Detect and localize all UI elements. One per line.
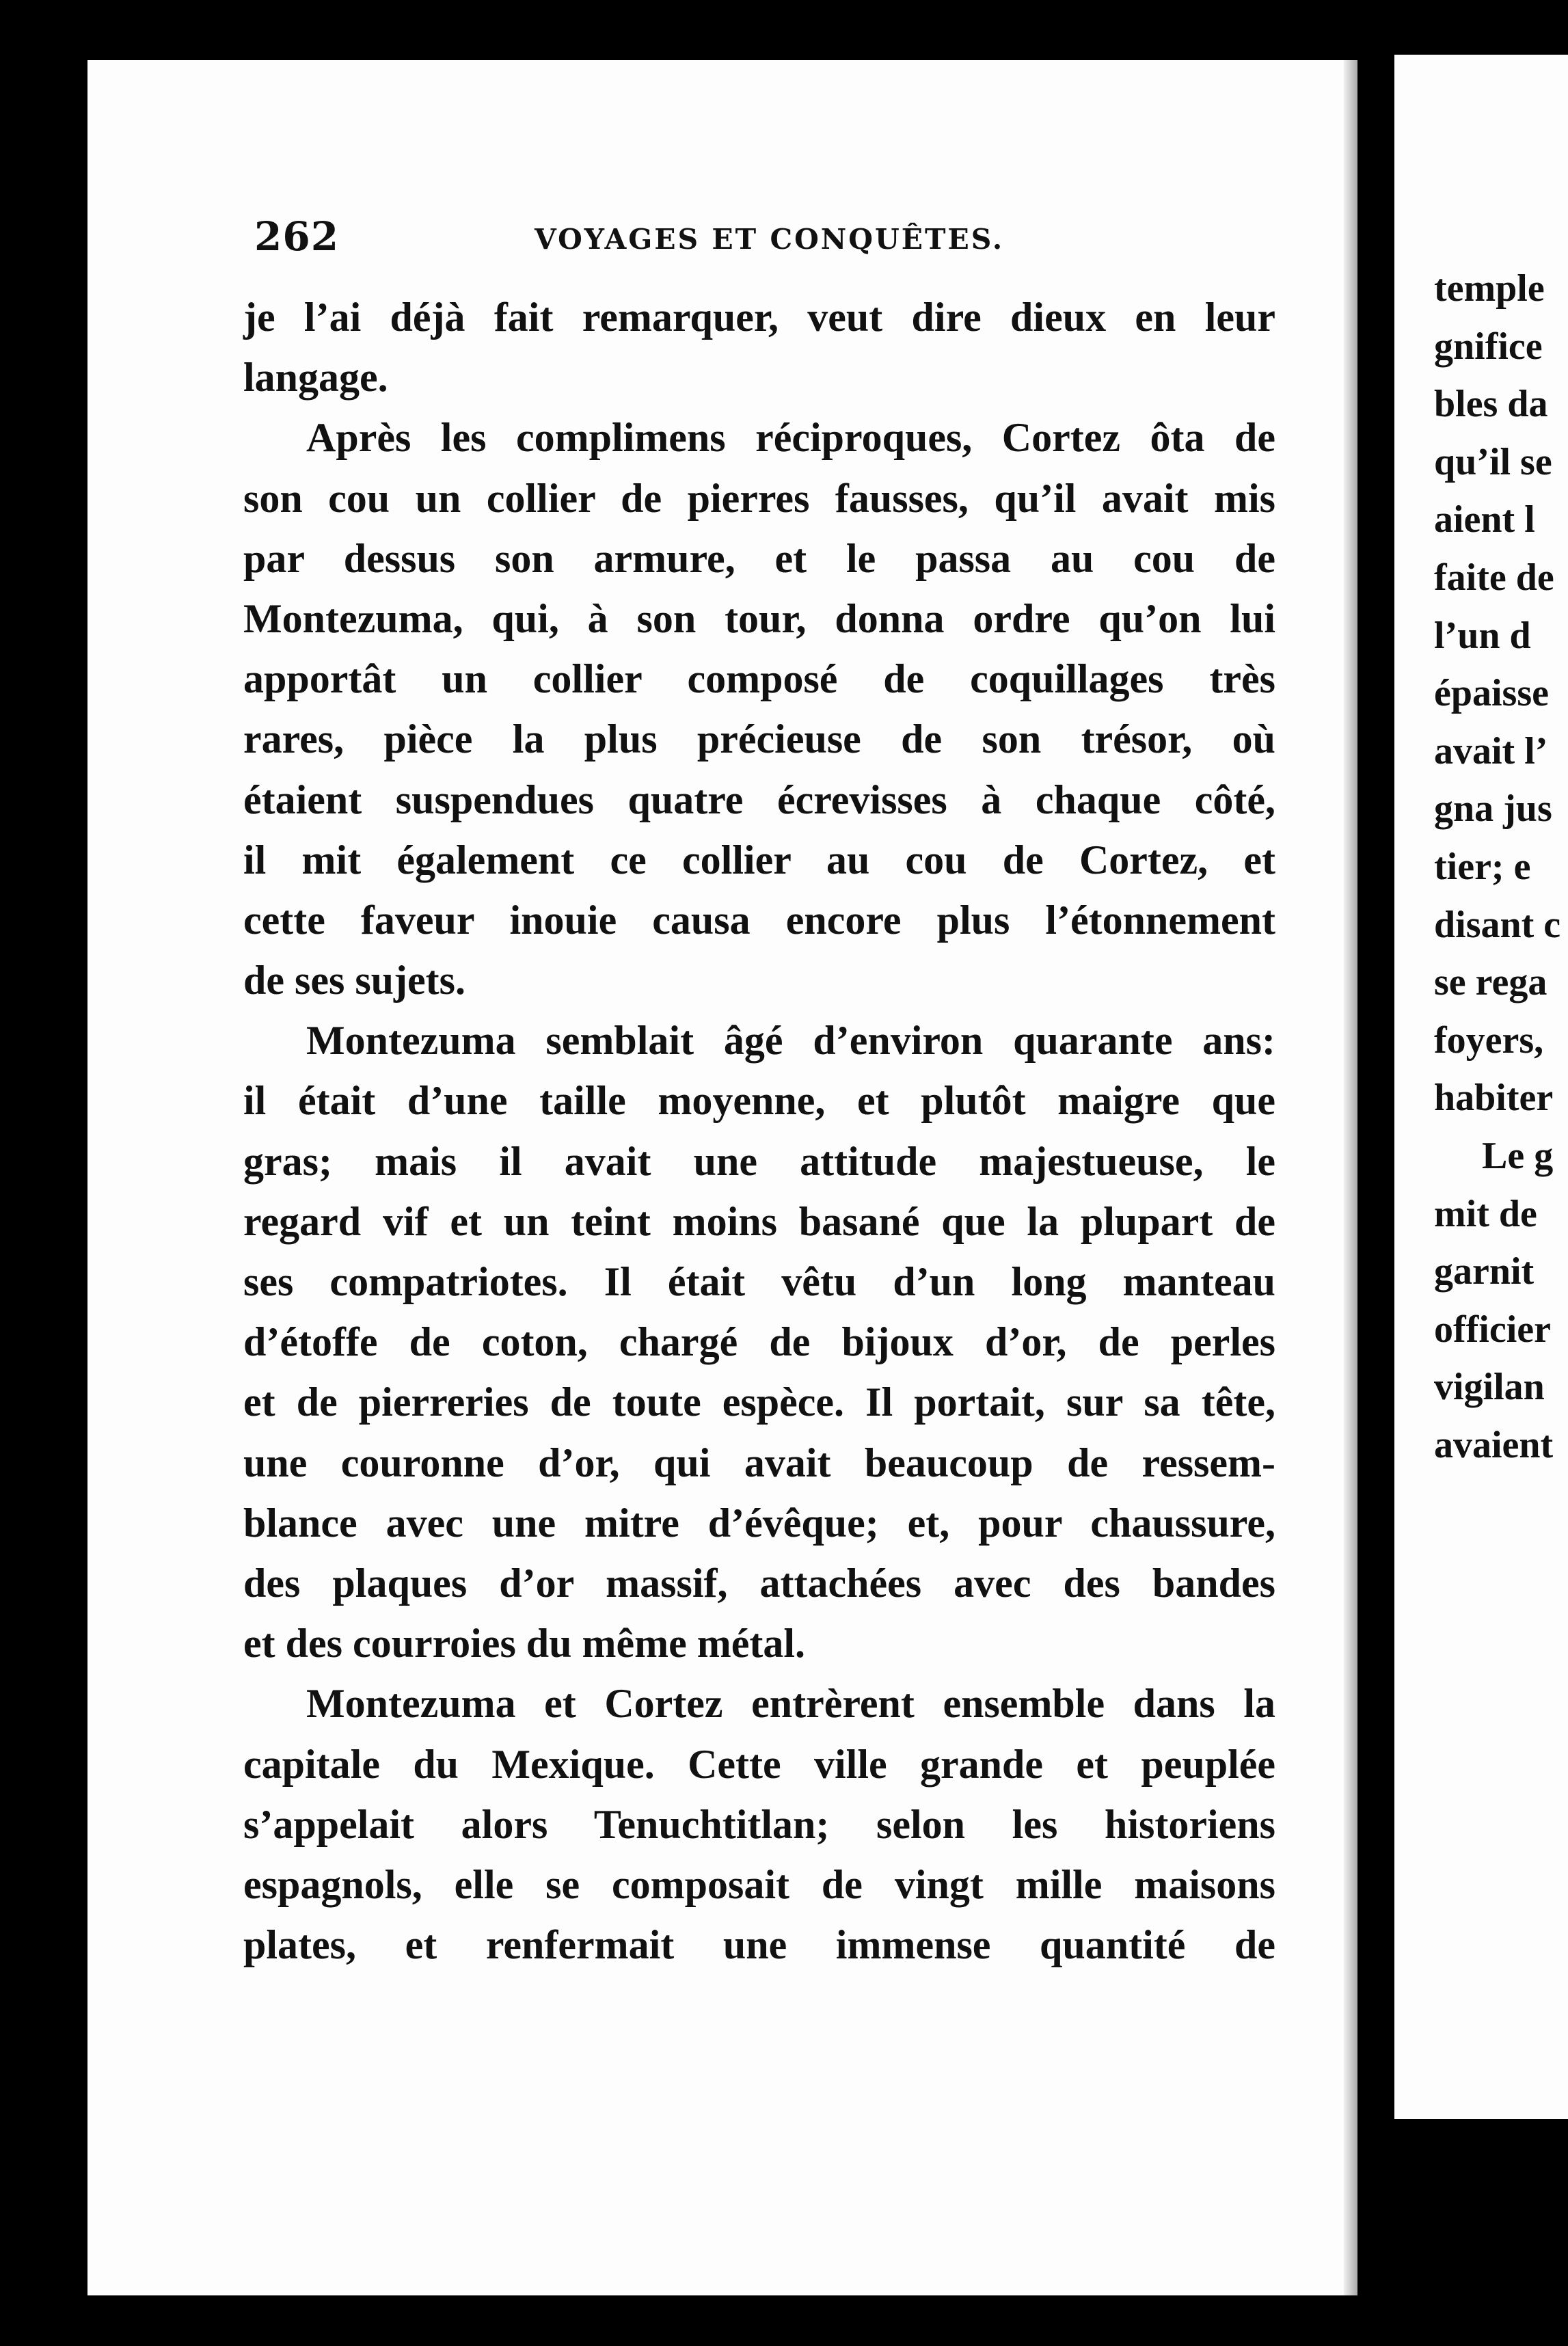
right-text-line: vigilan bbox=[1434, 1366, 1545, 1409]
right-text-line: faite de bbox=[1434, 556, 1554, 599]
text-line: Montezuma, qui, à son tour, donna ordre qu’on lui bbox=[243, 595, 1275, 641]
right-text-line: Le g bbox=[1482, 1134, 1554, 1177]
text-line: d’étoffe de coton, chargé de bijoux d’or, de perles bbox=[243, 1319, 1275, 1365]
text-line: Après les complimens réciproques, Cortez ôta de bbox=[306, 415, 1275, 461]
right-text-line: mit de bbox=[1434, 1192, 1537, 1235]
right-text-line: se rega bbox=[1434, 961, 1547, 1004]
text-line: par dessus son armure, et le passa au cou de bbox=[243, 535, 1275, 581]
right-text-line: habiter bbox=[1434, 1077, 1554, 1120]
text-line: étaient suspendues quatre écrevisses à chaque côté, bbox=[243, 777, 1275, 822]
right-text-line: avait l’ bbox=[1434, 729, 1548, 772]
right-text-line: épaisse bbox=[1434, 672, 1549, 715]
text-line: ses compatriotes. Il était vêtu d’un long manteau bbox=[243, 1259, 1275, 1304]
text-line: espagnols, elle se composait de vingt mille maisons bbox=[243, 1861, 1275, 1907]
text-line: gras; mais il avait une attitude majestueuse, le bbox=[243, 1138, 1275, 1184]
text-line: et des courroies du même métal. bbox=[243, 1621, 806, 1667]
gutter-shadow bbox=[1344, 60, 1359, 2295]
right-text-line: temple bbox=[1434, 267, 1545, 310]
text-line: je l’ai déjà fait remarquer, veut dire dieux en leur bbox=[243, 295, 1275, 340]
right-text-line: officier bbox=[1434, 1308, 1551, 1351]
right-page-text bbox=[1434, 260, 1568, 1474]
text-line: blance avec une mitre d’évêque; et, pour chaussure, bbox=[243, 1500, 1275, 1546]
right-text-line: qu’il se bbox=[1434, 440, 1552, 483]
text-line: apportât un collier composé de coquillages très bbox=[243, 656, 1275, 702]
text-line: et de pierreries de toute espèce. Il portait, sur sa tête, bbox=[243, 1379, 1275, 1425]
text-line: langage. bbox=[243, 355, 388, 401]
right-text-line: l’un d bbox=[1434, 614, 1531, 657]
text-line: plates, et renfermait une immense quantité de bbox=[243, 1922, 1275, 1968]
right-text-line: avaient bbox=[1434, 1423, 1554, 1466]
right-text-line: gna jus bbox=[1434, 787, 1552, 831]
text-line: capitale du Mexique. Cette ville grande et peuplée bbox=[243, 1741, 1275, 1787]
right-text-line: garnit bbox=[1434, 1250, 1535, 1293]
page-number: 262 bbox=[254, 213, 340, 260]
text-line: Montezuma semblait âgé d’environ quarante ans: bbox=[306, 1018, 1275, 1064]
body-text bbox=[243, 287, 1275, 1975]
text-line: une couronne d’or, qui avait beaucoup de ressem- bbox=[243, 1440, 1275, 1485]
page-header bbox=[254, 213, 1277, 268]
right-text-line: tier; e bbox=[1434, 845, 1531, 888]
text-line: son cou un collier de pierres fausses, qu’il avait mis bbox=[243, 475, 1275, 521]
text-line: des plaques d’or massif, attachées avec des bandes bbox=[243, 1560, 1275, 1606]
text-line: il mit également ce collier au cou de Cortez, et bbox=[243, 837, 1275, 882]
text-line: Montezuma et Cortez entrèrent ensemble dans la bbox=[306, 1681, 1275, 1727]
text-line: regard vif et un teint moins basané que la plupart de bbox=[243, 1198, 1275, 1244]
text-line: de ses sujets. bbox=[243, 958, 465, 1003]
text-line: cette faveur inouie causa encore plus l’étonnement bbox=[243, 897, 1275, 943]
right-text-line: gnifice bbox=[1434, 325, 1543, 368]
right-text-line: disant c bbox=[1434, 903, 1561, 946]
right-text-line: bles da bbox=[1434, 383, 1548, 426]
right-text-line: aient l bbox=[1434, 498, 1535, 541]
running-title: VOYAGES ET CONQUÊTES. bbox=[535, 223, 1005, 256]
text-line: s’appelait alors Tenuchtitlan; selon les historiens bbox=[243, 1801, 1275, 1847]
right-text-line: foyers, bbox=[1434, 1019, 1544, 1062]
text-line: rares, pièce la plus précieuse de son trésor, où bbox=[243, 716, 1275, 762]
text-line: il était d’une taille moyenne, et plutôt maigre que bbox=[243, 1078, 1275, 1124]
